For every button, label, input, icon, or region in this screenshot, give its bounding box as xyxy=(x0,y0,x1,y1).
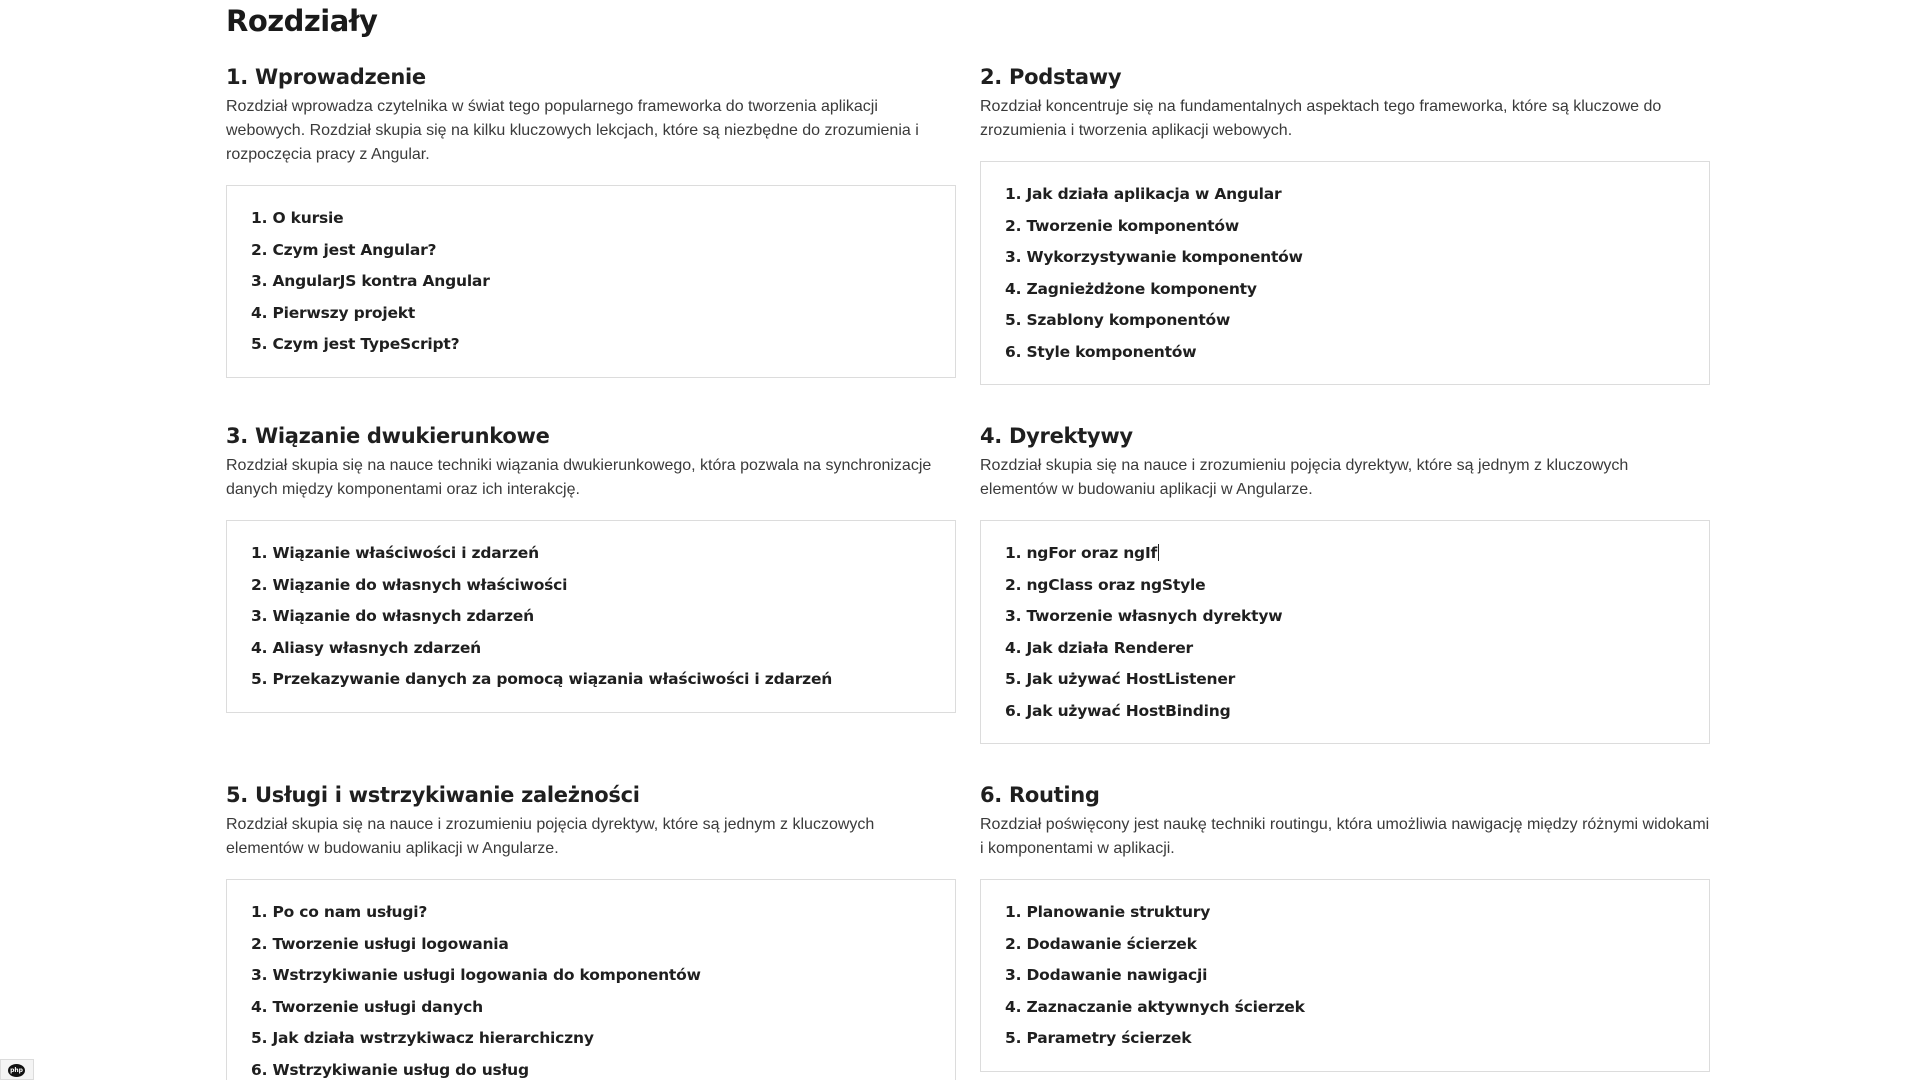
lesson-item[interactable]: 6. Wstrzykiwanie usług do usług xyxy=(251,1060,529,1079)
lesson-item[interactable]: 6. Jak używać HostBinding xyxy=(1005,701,1231,720)
lesson-list xyxy=(980,161,1710,385)
chapter-description: Rozdział skupia się na nauce techniki wiązania dwukierunkowego, która pozwala na synchronizacje danych między komponentami oraz ich interakcję. xyxy=(226,457,932,498)
chapter-description: Rozdział poświęcony jest naukę techniki routingu, która umożliwia nawigację między różnymi widokami i komponentami w aplikacji. xyxy=(980,816,1710,857)
lesson-item[interactable]: 5. Parametry ścierzek xyxy=(1005,1029,1192,1047)
chapter-title: 5. Usługi i wstrzykiwanie zależności xyxy=(226,783,640,807)
lesson-item[interactable]: 2. Dodawanie ścierzek xyxy=(1005,934,1197,953)
chapter-card-5 xyxy=(226,780,956,1080)
lesson-item[interactable]: 4. Jak działa Renderer xyxy=(1005,638,1193,657)
lesson-item[interactable]: 4. Zaznaczanie aktywnych ścierzek xyxy=(1005,997,1305,1016)
lesson-list xyxy=(980,520,1710,744)
lesson-list xyxy=(226,879,956,1080)
lesson-item[interactable]: 3. AngularJS kontra Angular xyxy=(251,272,490,290)
chapter-title: 6. Routing xyxy=(980,783,1100,807)
lesson-item[interactable]: 4. Tworzenie usługi danych xyxy=(251,997,483,1016)
lesson-item[interactable]: 5. Przekazywanie danych za pomocą wiązania właściwości i zdarzeń xyxy=(251,670,833,688)
lesson-item[interactable]: 2. Tworzenie usługi logowania xyxy=(251,934,509,953)
chapter-card-6 xyxy=(980,780,1710,1072)
lesson-item-label: 1. ngFor oraz ngIf xyxy=(1005,544,1158,562)
lesson-item[interactable]: 2. Czym jest Angular? xyxy=(251,240,437,259)
chapter-title: 1. Wprowadzenie xyxy=(226,65,426,89)
lesson-item[interactable]: 6. Style komponentów xyxy=(1005,342,1197,361)
lesson-item[interactable]: 1. O kursie xyxy=(251,209,344,227)
lesson-item[interactable]: 3. Wiązanie do własnych zdarzeń xyxy=(251,607,534,625)
lesson-list xyxy=(226,185,956,378)
lesson-item[interactable]: 4. Zagnieżdżone komponenty xyxy=(1005,279,1257,298)
lesson-item[interactable]: 3. Wstrzykiwanie usługi logowania do komponentów xyxy=(251,966,701,984)
lesson-item[interactable]: 3. Dodawanie nawigacji xyxy=(1005,966,1208,984)
lesson-item[interactable]: 3. Wykorzystywanie komponentów xyxy=(1005,248,1303,266)
php-logo-icon: php xyxy=(8,1064,25,1077)
lesson-item[interactable]: 5. Czym jest TypeScript? xyxy=(251,335,460,353)
lesson-item[interactable]: 2. ngClass oraz ngStyle xyxy=(1005,575,1206,594)
chapter-card-3 xyxy=(226,421,956,713)
lesson-item[interactable] xyxy=(1005,542,1685,574)
php-badge[interactable] xyxy=(0,1059,34,1080)
lesson-item[interactable]: 2. Wiązanie do własnych właściwości xyxy=(251,575,568,594)
page-title: Rozdziały xyxy=(226,4,378,38)
lesson-item[interactable]: 2. Tworzenie komponentów xyxy=(1005,216,1239,235)
chapter-description: Rozdział wprowadza czytelnika w świat tego popularnego frameworka do tworzenia aplikacji webowych. Rozdział skupia się na kilku kluczowych lekcjach, które są niezbędne do zrozumienia i rozpoczęcia pracy z Angular. xyxy=(226,98,919,163)
lesson-item[interactable]: 1. Po co nam usługi? xyxy=(251,903,428,921)
lesson-item[interactable]: 1. Wiązanie właściwości i zdarzeń xyxy=(251,544,539,562)
lesson-list xyxy=(226,520,956,713)
lesson-item[interactable]: 4. Pierwszy projekt xyxy=(251,303,416,322)
chapter-description: Rozdział skupia się na nauce i zrozumieniu pojęcia dyrektyw, które są jednym z kluczowych elementów w budowaniu aplikacji w Angularze. xyxy=(980,457,1629,498)
chapter-description: Rozdział skupia się na nauce i zrozumieniu pojęcia dyrektyw, które są jednym z kluczowych elementów w budowaniu aplikacji w Angularze. xyxy=(226,816,875,857)
chapter-title: 4. Dyrektywy xyxy=(980,424,1133,448)
chapter-card-1 xyxy=(226,62,956,378)
lesson-item[interactable]: 3. Tworzenie własnych dyrektyw xyxy=(1005,607,1283,625)
chapter-card-2 xyxy=(980,62,1710,385)
chapter-title: 2. Podstawy xyxy=(980,65,1122,89)
lesson-item[interactable]: 4. Aliasy własnych zdarzeń xyxy=(251,638,481,657)
chapter-title: 3. Wiązanie dwukierunkowe xyxy=(226,424,550,448)
text-cursor xyxy=(1158,544,1159,561)
chapter-description: Rozdział koncentruje się na fundamentalnych aspektach tego frameworka, które są kluczowe do zrozumienia i tworzenia aplikacji webowych. xyxy=(980,98,1662,139)
lesson-list xyxy=(980,879,1710,1072)
chapter-card-4 xyxy=(980,421,1710,744)
lesson-item[interactable]: 5. Szablony komponentów xyxy=(1005,311,1231,329)
lesson-item[interactable]: 1. Planowanie struktury xyxy=(1005,903,1211,921)
lesson-item[interactable]: 1. Jak działa aplikacja w Angular xyxy=(1005,185,1282,203)
lesson-item[interactable]: 5. Jak używać HostListener xyxy=(1005,670,1236,688)
lesson-item[interactable]: 5. Jak działa wstrzykiwacz hierarchiczny xyxy=(251,1029,594,1047)
